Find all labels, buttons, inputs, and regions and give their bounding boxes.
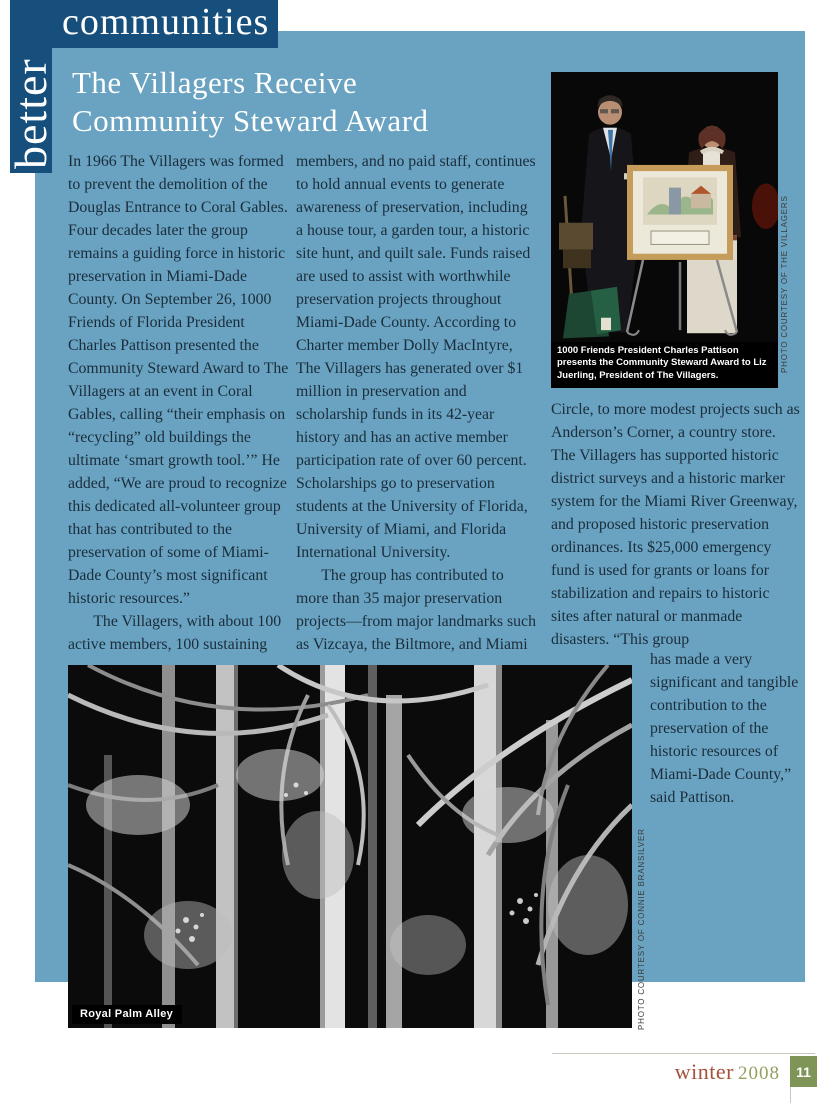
kicker-word-better: better [5, 58, 56, 169]
footer-rule [552, 1053, 815, 1054]
footer-year: 2008 [738, 1063, 780, 1084]
award-photo-image [551, 72, 778, 342]
bottom-photo-label: Royal Palm Alley [72, 1005, 182, 1024]
footer-issue [552, 1059, 780, 1085]
headline-line1: The Villagers Receive [72, 65, 358, 100]
page-number-box [790, 1056, 817, 1087]
article-headline [72, 64, 429, 140]
paragraph: In 1966 The Villagers was formed to prevent the demolition of the Douglas Entrance to Coral Gables. Four decades later the group remains a guiding force in historic preservation in Miami-Dade County. On September 26, 1000 Friends of Florida President Charles Pattison presented the Community Steward Award to The Villagers at an event in Coral Gables, calling “their emphasis on “recycling” old buildings the ultimate ‘smart growth tool.’” He added, “We are proud to recognize this dedicated all-volunteer group that has contributed to the preservation of some of Miami-Dade County’s most significant historic resources.” [68, 153, 289, 607]
article-column-3-wrap [650, 648, 804, 809]
article-column-1 [68, 150, 292, 656]
footer-season: winter [674, 1059, 734, 1084]
paragraph: The group has contributed to more than 35 major preservation projects—from major landmarks such as Vizcaya, the Biltmore, and Miami [296, 567, 536, 653]
article-column-3 [551, 398, 801, 651]
paragraph: members, and no paid staff, continues to hold annual events to generate awareness of preservation, including a house tour, a garden tour, a historic site hunt, and quilt sale. Funds raised are used to assist with worthwhile preservation projects throughout Miami-Dade County. According to Charter member Dolly MacIntyre, The Villagers has generated over $1 million in preservation and scholarship funds in its 42-year history and has an active member participation rate of over 60 percent. Scholarships go to preservation students at the University of Florida, University of Miami, and Florida International University. [296, 153, 536, 561]
paragraph: The Villagers, with about 100 active members, 100 sustaining [68, 613, 282, 653]
bottom-photo-credit: PHOTO COURTESY OF CONNIE BRANSILVER [637, 828, 646, 1030]
top-photo-credit: PHOTO COURTESY OF THE VILLAGERS [780, 195, 789, 373]
palm-photo-image [68, 665, 632, 1028]
paragraph: has made a very significant and tangible contribution to the preservation of the historic resources of Miami-Dade County,” said Pattison. [650, 651, 799, 806]
royal-palm-alley-photo [68, 665, 632, 1028]
page-number: 11 [796, 1063, 811, 1080]
footer-vertical-line [790, 1087, 791, 1103]
headline-line2: Community Steward Award [72, 103, 429, 138]
kicker-word-communities: communities [62, 1, 270, 43]
top-photo-caption: 1000 Friends President Charles Pattison presents the Community Steward Award to Liz Juerling, President of The Villagers. [551, 342, 778, 389]
paragraph: Circle, to more modest projects such as Anderson’s Corner, a country store. The Villagers has supported historic district surveys and a historic marker system for the Miami River Greenway, and proposed historic preservation ordinances. Its $25,000 emergency fund is used for grants or loans for stabilization and repairs to historic sites after natural or manmade disasters. “This group [551, 401, 800, 648]
kicker-horizontal-bar [10, 0, 278, 48]
award-presentation-photo [551, 72, 778, 388]
article-column-2 [296, 150, 538, 656]
